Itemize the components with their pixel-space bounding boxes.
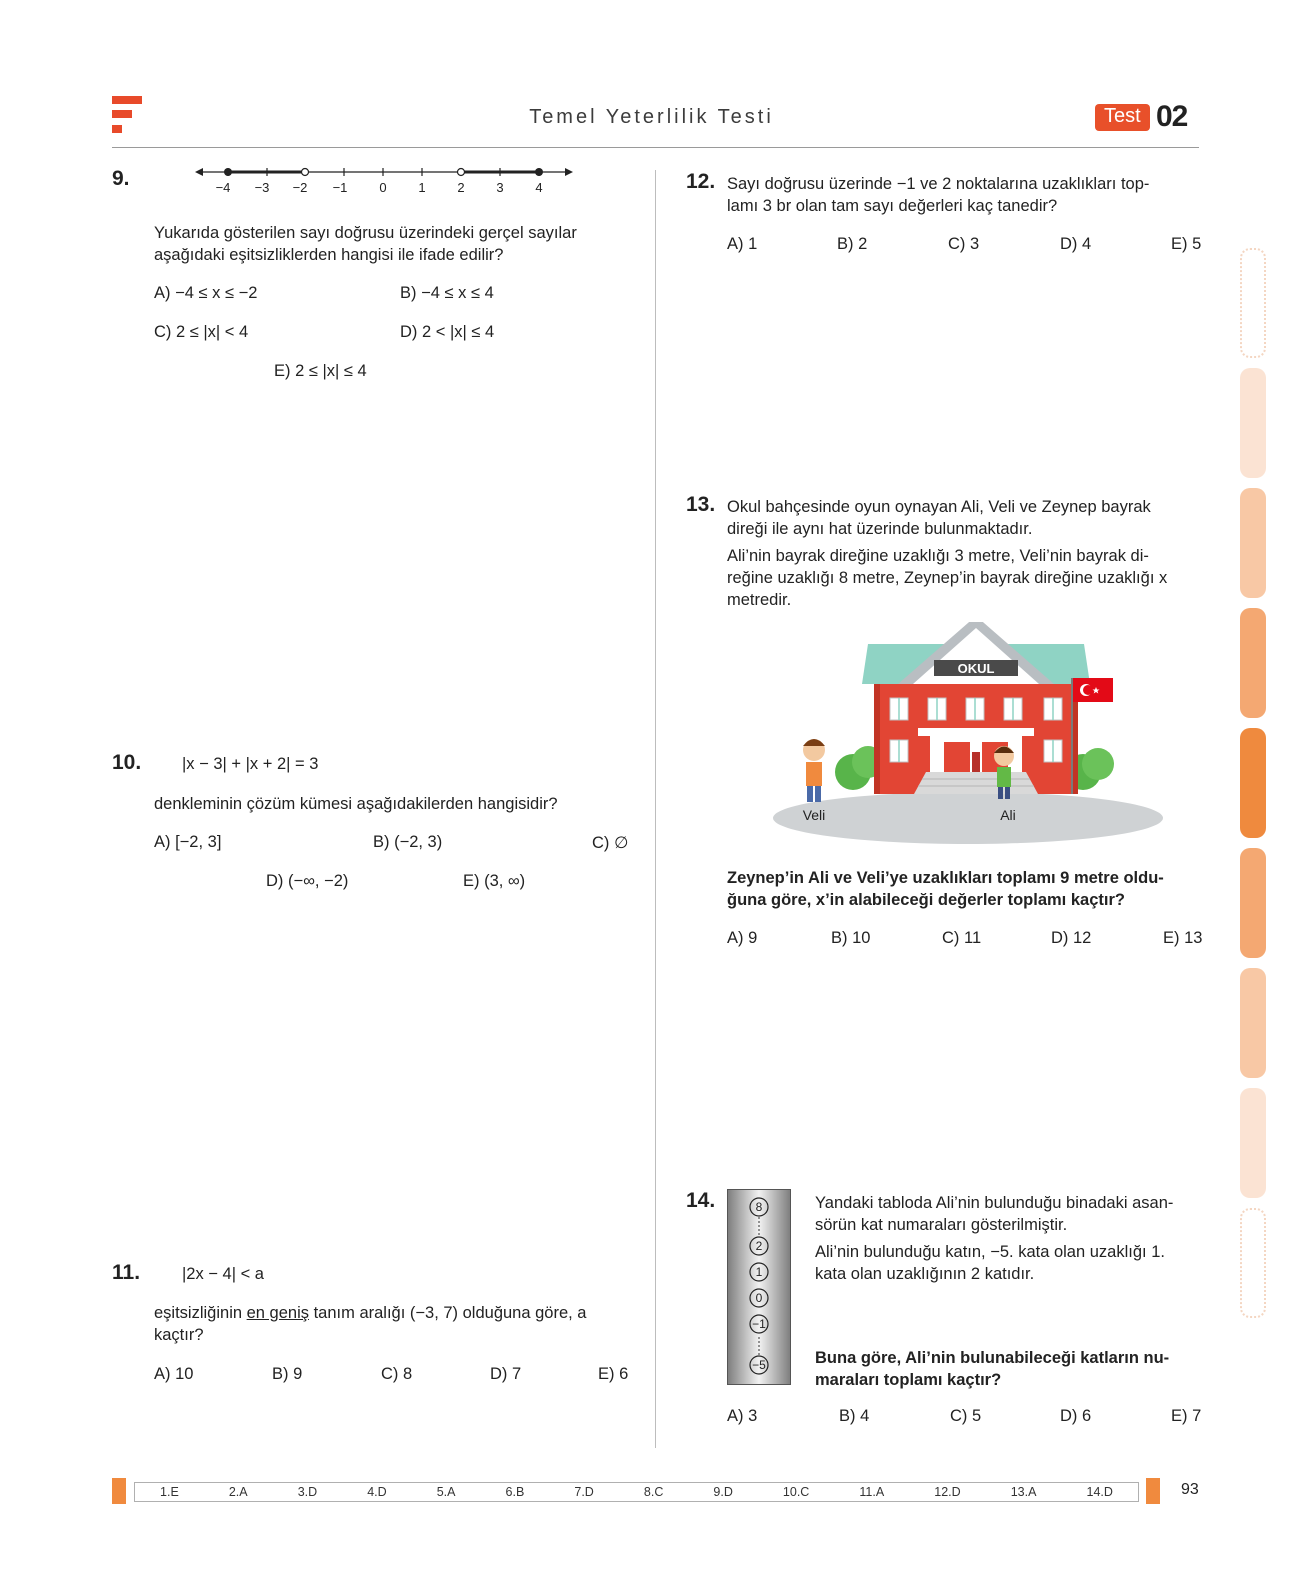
q10-option-e[interactable]: E) (3, ∞): [463, 872, 526, 890]
q11-option-e[interactable]: E) 6: [598, 1365, 629, 1383]
school-illustration: [768, 622, 1168, 850]
tick-label: 2: [457, 180, 465, 195]
closed-point: [535, 168, 543, 176]
floor-button: 2: [755, 1239, 763, 1253]
q10-equation: |x − 3| + |x + 2| = 3: [182, 755, 319, 773]
answer-key-item: 4.D: [367, 1485, 387, 1499]
tick-label: −1: [332, 180, 348, 195]
floor-button: 8: [755, 1200, 763, 1214]
q9-option-e[interactable]: E) 2 ≤ |x| ≤ 4: [274, 362, 367, 380]
question-13-prompt: Zeynep’in Ali ve Veli’ye uzaklıkları toplamı 9 metre oldu- ğuna göre, x’in alabileceği değerler toplamı kaçtır?: [727, 869, 1164, 909]
q13-option-a[interactable]: A) 9: [727, 929, 758, 947]
q13-option-e[interactable]: E) 13: [1163, 929, 1203, 947]
open-point: [458, 169, 465, 176]
answer-key-item: 10.C: [782, 1485, 810, 1499]
q11-option-d[interactable]: D) 7: [490, 1365, 522, 1383]
answer-key-item: 13.A: [1010, 1485, 1037, 1499]
tick-label: 3: [496, 180, 504, 195]
page-number: 93: [1181, 1481, 1199, 1498]
q10-option-b[interactable]: B) (−2, 3): [373, 833, 443, 851]
tick-label: 1: [418, 180, 426, 195]
school-sign: OKUL: [957, 661, 995, 676]
label-ali: Ali: [1000, 807, 1016, 823]
q9-option-a[interactable]: A) −4 ≤ x ≤ −2: [154, 284, 258, 302]
answer-key-item: 14.D: [1086, 1485, 1113, 1499]
answer-key-item: 11.A: [859, 1485, 885, 1499]
question-12-number: 12.: [686, 170, 716, 193]
q13-option-d[interactable]: D) 12: [1051, 929, 1092, 947]
question-9-number: 9.: [112, 167, 130, 190]
q12-option-b[interactable]: B) 2: [837, 235, 868, 253]
q11-inequality: |2x − 4| < a: [182, 1265, 264, 1283]
column-divider: [655, 170, 656, 1448]
tick-label: −2: [292, 180, 308, 195]
answer-key-item: 1.E: [160, 1485, 179, 1499]
answer-strip-right-bar: [1146, 1478, 1160, 1504]
side-tab-5: [1240, 728, 1266, 838]
question-14-prompt: Buna göre, Ali’nin bulunabileceği katların nu- maraları toplamı kaçtır?: [815, 1349, 1170, 1389]
tick-label: 0: [379, 180, 387, 195]
question-14-number: 14.: [686, 1189, 716, 1212]
q11-option-a[interactable]: A) 10: [154, 1365, 194, 1383]
question-11-text: eşitsizliğinin en geniş tanım aralığı (−3, 7) olduğuna göre, a kaçtır?: [154, 1304, 587, 1344]
q14-option-d[interactable]: D) 6: [1060, 1407, 1092, 1425]
answer-key-item: 7.D: [574, 1485, 594, 1499]
answer-strip-left-bar: [112, 1478, 126, 1504]
floor-button: 0: [755, 1291, 763, 1305]
q12-option-c[interactable]: C) 3: [948, 235, 980, 253]
ground-ellipse: [773, 792, 1163, 844]
number-line: [195, 162, 575, 198]
header-rule: [112, 147, 1199, 148]
q13-option-c[interactable]: C) 11: [942, 929, 982, 947]
q14-option-c[interactable]: C) 5: [950, 1407, 982, 1425]
q14-option-a[interactable]: A) 3: [727, 1407, 758, 1425]
arrow-right-icon: [565, 168, 573, 176]
question-11-number: 11.: [112, 1261, 141, 1284]
tick-label: 4: [535, 180, 543, 195]
q12-option-d[interactable]: D) 4: [1060, 235, 1092, 253]
q11-option-c[interactable]: C) 8: [381, 1365, 413, 1383]
side-tab-8: [1240, 1088, 1266, 1198]
q11-option-b[interactable]: B) 9: [272, 1365, 303, 1383]
answer-key-item: 5.A: [436, 1485, 456, 1499]
side-tab-1: [1240, 248, 1266, 358]
question-14-text: Yandaki tabloda Ali’nin bulunduğu binadaki asan- sörün kat numaraları gösterilmiştir. Ali’nin bulunduğu katın, −5. kata olan uzaklığı 1. kata olan uzaklığının 2 katıdır.: [815, 1194, 1174, 1283]
q9-option-b[interactable]: B) −4 ≤ x ≤ 4: [400, 284, 494, 302]
q9-option-c[interactable]: C) 2 ≤ |x| < 4: [154, 323, 249, 341]
question-10-text: denkleminin çözüm kümesi aşağıdakilerden hangisidir?: [154, 795, 558, 813]
q14-option-e[interactable]: E) 7: [1171, 1407, 1202, 1425]
q13-option-b[interactable]: B) 10: [831, 929, 871, 947]
q10-option-d[interactable]: D) (−∞, −2): [266, 872, 349, 890]
side-tab-2: [1240, 368, 1266, 478]
elevator-panel: [727, 1189, 791, 1385]
side-tab-6: [1240, 848, 1266, 958]
stairs: [914, 772, 1038, 794]
q9-option-d[interactable]: D) 2 < |x| ≤ 4: [400, 323, 495, 341]
open-point: [302, 169, 309, 176]
q12-option-e[interactable]: E) 5: [1171, 235, 1202, 253]
q12-option-a[interactable]: A) 1: [727, 235, 758, 253]
test-number: 02: [1156, 100, 1188, 133]
floor-button: 1: [755, 1265, 763, 1279]
floor-button: −1: [752, 1317, 766, 1331]
question-9-text: Yukarıda gösterilen sayı doğrusu üzerindeki gerçel sayılar aşağıdaki eşitsizliklerden hangisi ile ifade edilir?: [154, 224, 577, 264]
q14-option-b[interactable]: B) 4: [839, 1407, 870, 1425]
side-tab-7: [1240, 968, 1266, 1078]
question-12-text: Sayı doğrusu üzerinde −1 ve 2 noktalarına uzaklıkları top- lamı 3 br olan tam sayı değerleri kaç tanedir?: [727, 175, 1150, 215]
label-veli: Veli: [802, 807, 826, 823]
q10-option-a[interactable]: A) [−2, 3]: [154, 833, 222, 851]
side-tab-9: [1240, 1208, 1266, 1318]
answer-key-item: 9.D: [713, 1485, 733, 1499]
question-13-number: 13.: [686, 493, 716, 516]
arrow-left-icon: [195, 168, 203, 176]
closed-point: [224, 168, 232, 176]
question-13-text: Okul bahçesinde oyun oynayan Ali, Veli ve Zeynep bayrak direği ile aynı hat üzerinde bulunmaktadır. Ali’nin bayrak direğine uzaklığı 3 metre, Veli’nin bayrak di- reğine uzaklığı 8 metre, Zeynep’in bayrak direğine uzaklığı x metredir.: [727, 498, 1168, 609]
question-10-number: 10.: [112, 751, 142, 774]
side-tab-4: [1240, 608, 1266, 718]
answer-key-item: 8.C: [643, 1485, 664, 1499]
page-title: Temel Yeterlilik Testi: [529, 106, 774, 128]
answer-key: [134, 1482, 1139, 1502]
side-tab-3: [1240, 488, 1266, 598]
answer-key-item: 12.D: [934, 1485, 961, 1499]
test-badge: Test: [1095, 104, 1150, 131]
answer-key-item: 2.A: [228, 1485, 248, 1499]
answer-key-item: 6.B: [505, 1485, 525, 1499]
answer-key-item: 3.D: [297, 1485, 318, 1499]
q10-option-c[interactable]: C) ∅: [592, 834, 629, 852]
tick-label: −4: [215, 180, 231, 195]
veli-figure: [803, 739, 825, 802]
tick-label: −3: [254, 180, 270, 195]
floor-button: −5: [752, 1358, 766, 1372]
